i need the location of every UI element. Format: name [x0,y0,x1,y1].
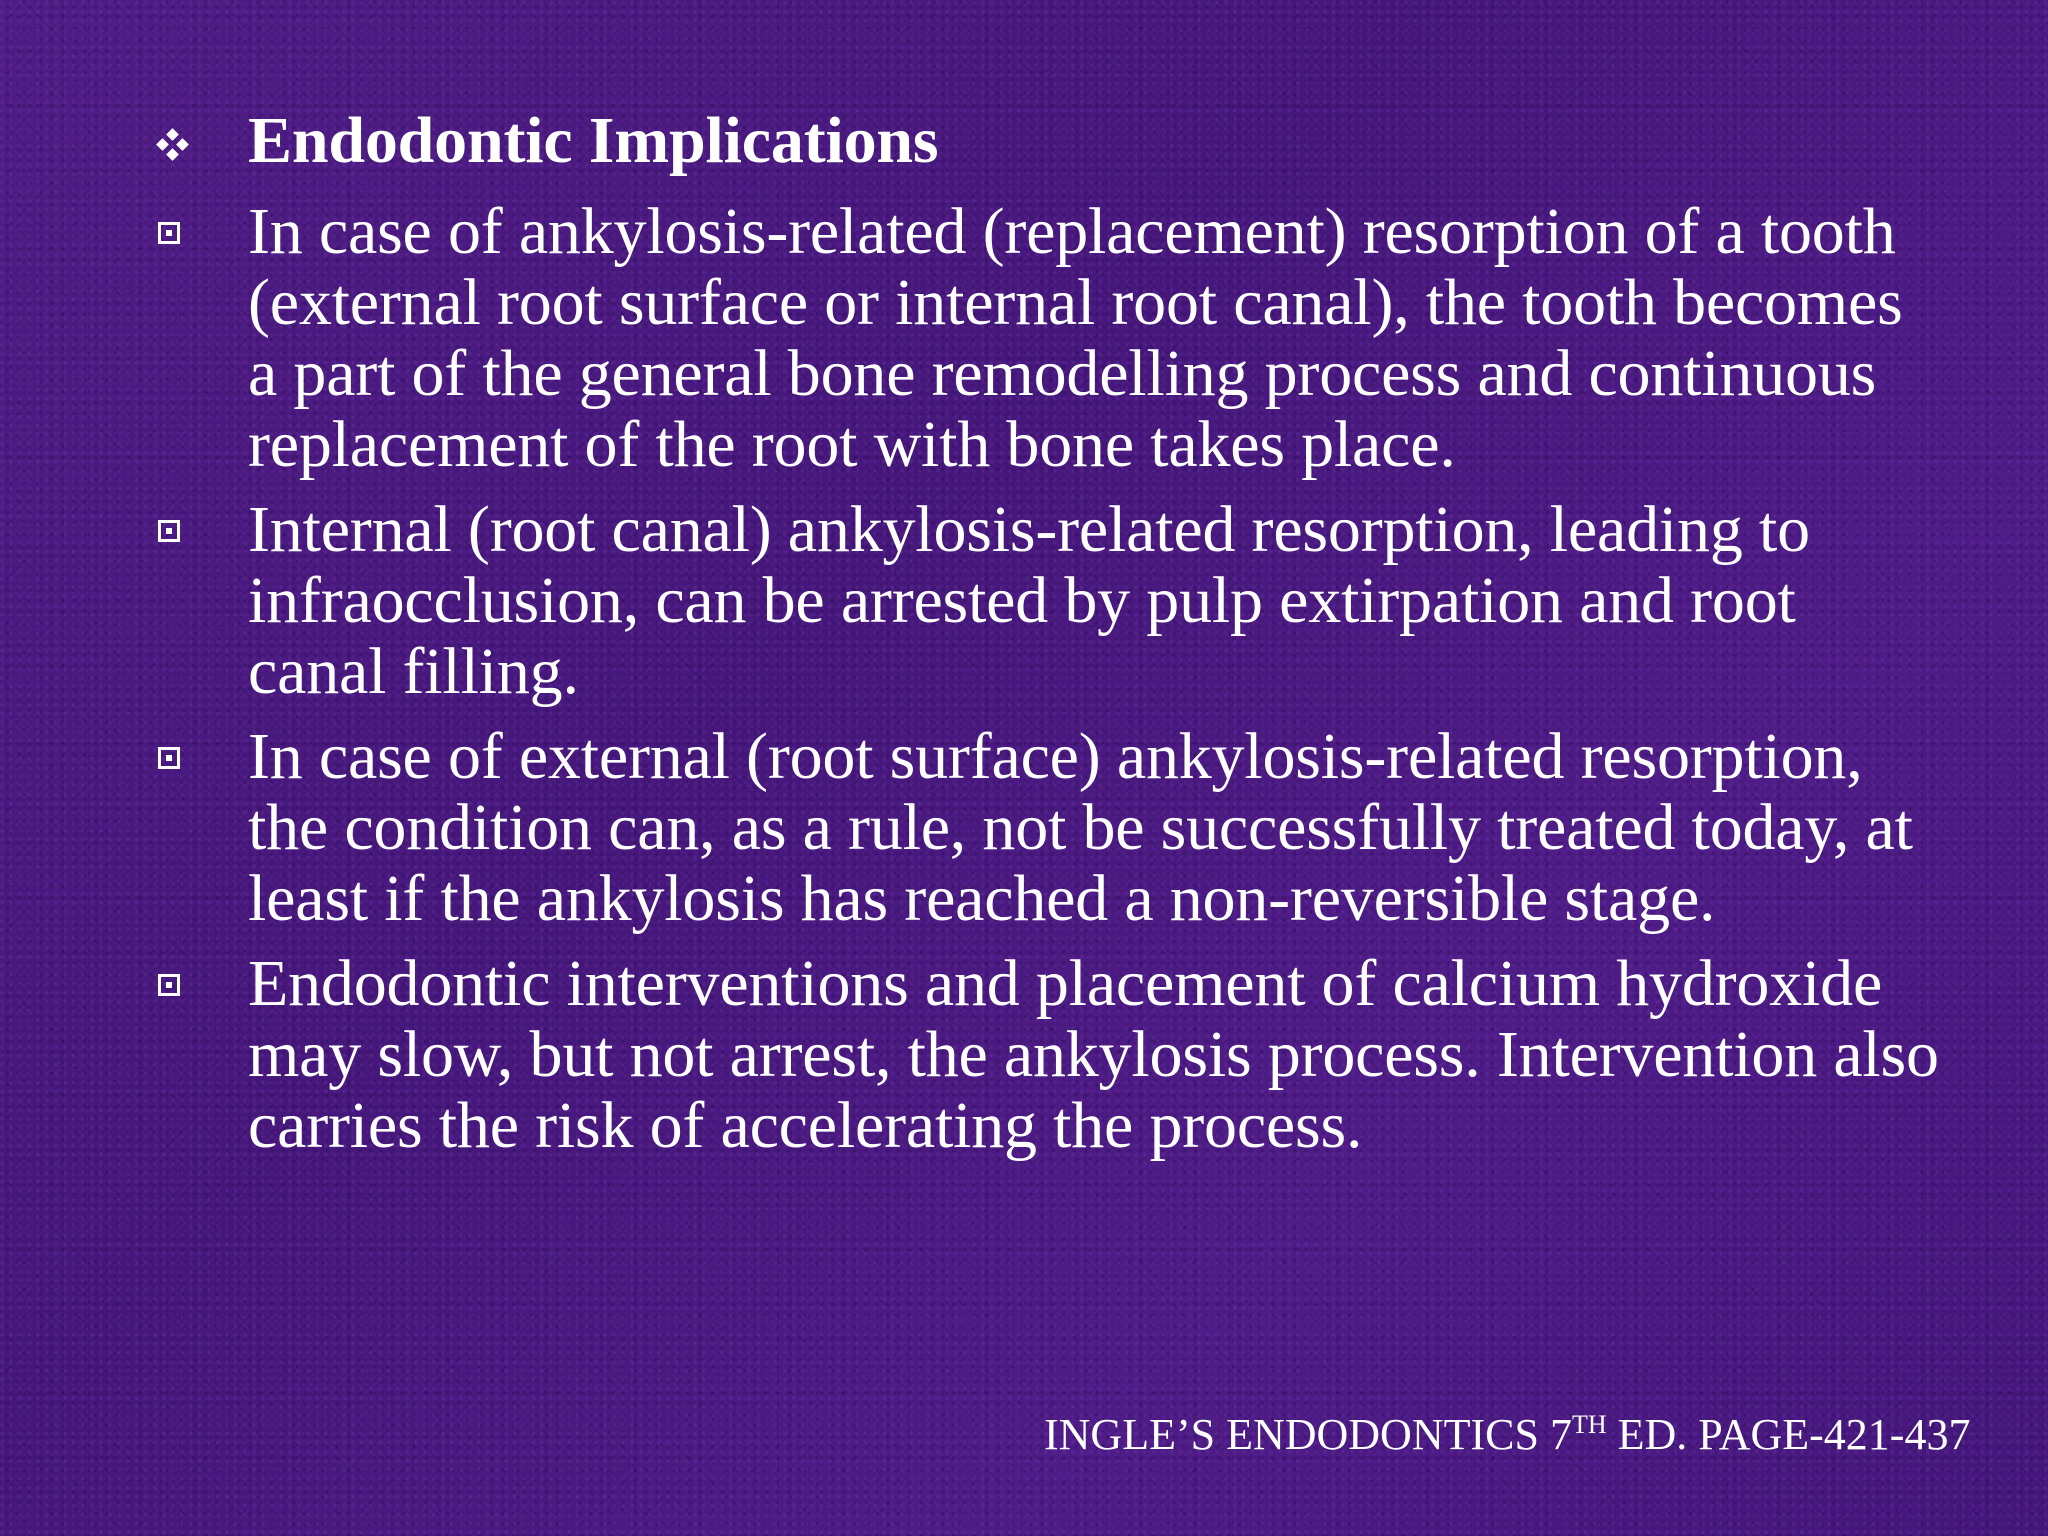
bullet-text: Internal (root canal) ankylosis-related resorption, leading to infraocclusion, can be arrested by pulp extirpation and root canal filling. [248,493,1810,708]
reference-text-pages: ED. PAGE-421-437 [1606,1410,1971,1459]
bullet-text: Endodontic interventions and placement of calcium hydroxide may slow, but not arrest, the ankylosis process. Intervention also carries the risk of accelerating the process. [248,947,1939,1162]
heading-bullet [150,100,248,160]
bullet-text: In case of external (root surface) ankylosis-related resorption, the condition can, as a rule, not be successfully treated today, at least if the ankylosis has reached a non-reversible stage. [248,720,1913,935]
reference-superscript: TH [1571,1410,1607,1439]
boxed-square-icon [158,747,180,769]
four-diamond-icon [158,130,188,160]
slide-content [150,100,1940,1175]
boxed-square-icon [158,222,180,244]
boxed-square-icon [158,974,180,996]
boxed-square-icon [158,520,180,542]
reference-text: INGLE’S ENDODONTICS 7 [1044,1410,1572,1459]
heading-item [150,100,1940,182]
bullet-item [150,948,1940,1161]
bullet-item [150,196,1940,480]
bullet-text: In case of ankylosis-related (replacement) resorption of a tooth (external root surface or internal root canal), the tooth becomes a part of the general bone remodelling process and continuous replacement of the root with bone takes place. [248,195,1903,481]
bullet-item [150,721,1940,934]
bullet-item [150,494,1940,707]
reference-citation [1044,1404,1984,1466]
slide-heading: Endodontic Implications [248,104,939,177]
